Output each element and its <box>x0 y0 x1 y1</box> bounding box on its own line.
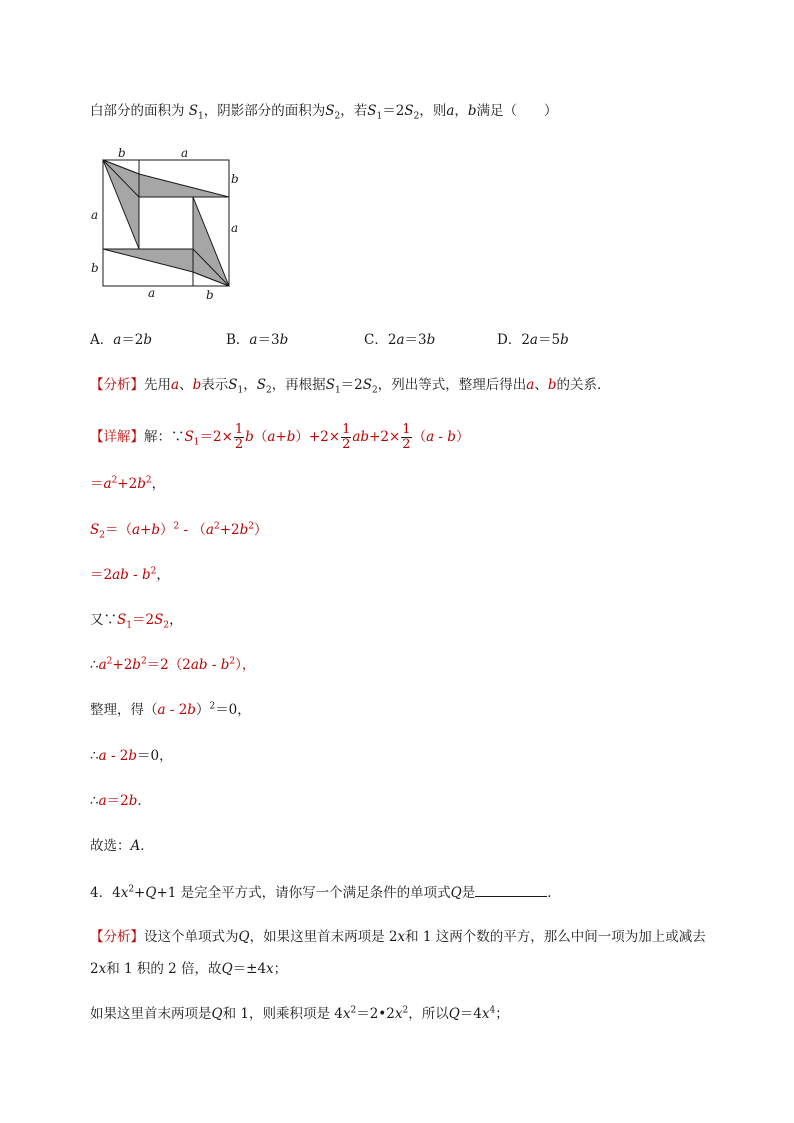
q4-analysis-line2: 2x和 1 积的 2 倍，故Q＝±4x； <box>90 961 288 977</box>
step-7: ∴a - 2b＝0， <box>90 748 173 764</box>
option-b[interactable]: B．a＝3b <box>226 332 289 348</box>
q3-detail: 【详解】解：$\because S_1=2\times$ $\frac{1}{2}$ b（a+b）+2× $\frac{1}{2}$ ab+2× $\frac{1}{2}$ （a - b） <box>90 422 470 452</box>
label-bottom-b: b <box>206 288 214 302</box>
label-right-b: b <box>231 172 239 186</box>
step-2: $S_2=(a+b)^2 - (a^2+2b^2)$ <box>90 521 268 541</box>
q4-last-line: 如果这里首末两项是Q和 1，则乘积项是 $4x^2=2•2x^2$，所以$Q=4x^4$； <box>90 1005 509 1022</box>
label-left-b: b <box>91 261 99 275</box>
fraction-one-half: $\frac{1}{2}$ <box>234 422 244 452</box>
inner-square <box>139 197 193 249</box>
label-top-a: a <box>181 146 189 160</box>
answer-blank[interactable] <box>475 882 547 897</box>
q4-stem: 4．$4x^2+Q+1$ 是完全平方式，请你写一个满足条件的单项式Q是 ． <box>90 882 561 903</box>
option-d[interactable]: D．2a＝5b <box>497 332 569 348</box>
fraction-one-half: $\frac{1}{2}$ <box>342 422 351 452</box>
step-4: 又$\because S_1=2S_2$， <box>90 612 183 631</box>
step-8: ∴a＝2b． <box>90 793 151 809</box>
step-5: $\therefore a^2+2b^2=2(2ab - b^2)$， <box>90 656 256 673</box>
label-bottom-a: a <box>148 286 156 300</box>
square-pinwheel-figure <box>88 145 248 305</box>
q3-analysis: 【分析】先用a、b表示$S_1$，$S_2$，再根据$S_1=2S_2$，列出等式，整理后得出a、b的关系． <box>90 377 611 396</box>
q3-stem: 白部分的面积为 $S_1$，阴影部分的面积为$S_2$，若$S_1=2S_2$，则a，b满足（ ） <box>90 103 558 122</box>
option-a[interactable]: A．a＝2b <box>90 332 153 348</box>
step-3: $=2ab - b^2$， <box>90 566 170 583</box>
step-1: $=a^2+2b^2$， <box>90 475 166 492</box>
option-c[interactable]: C．2a＝3b <box>364 332 436 348</box>
fraction-one-half: $\frac{1}{2}$ <box>402 422 411 452</box>
label-top-b: b <box>118 146 126 160</box>
label-left-a: a <box>91 208 99 222</box>
step-9-answer: 故选：A． <box>90 838 154 854</box>
label-right-a: a <box>231 221 239 235</box>
q4-analysis-line1: 【分析】设这个单项式为Q，如果这里首末两项是 2x和 1 这两个数的平方，那么中间一项为加上或减去 <box>90 929 706 945</box>
step-6: 整理，得（a - 2b）$^2$＝0， <box>90 701 251 718</box>
